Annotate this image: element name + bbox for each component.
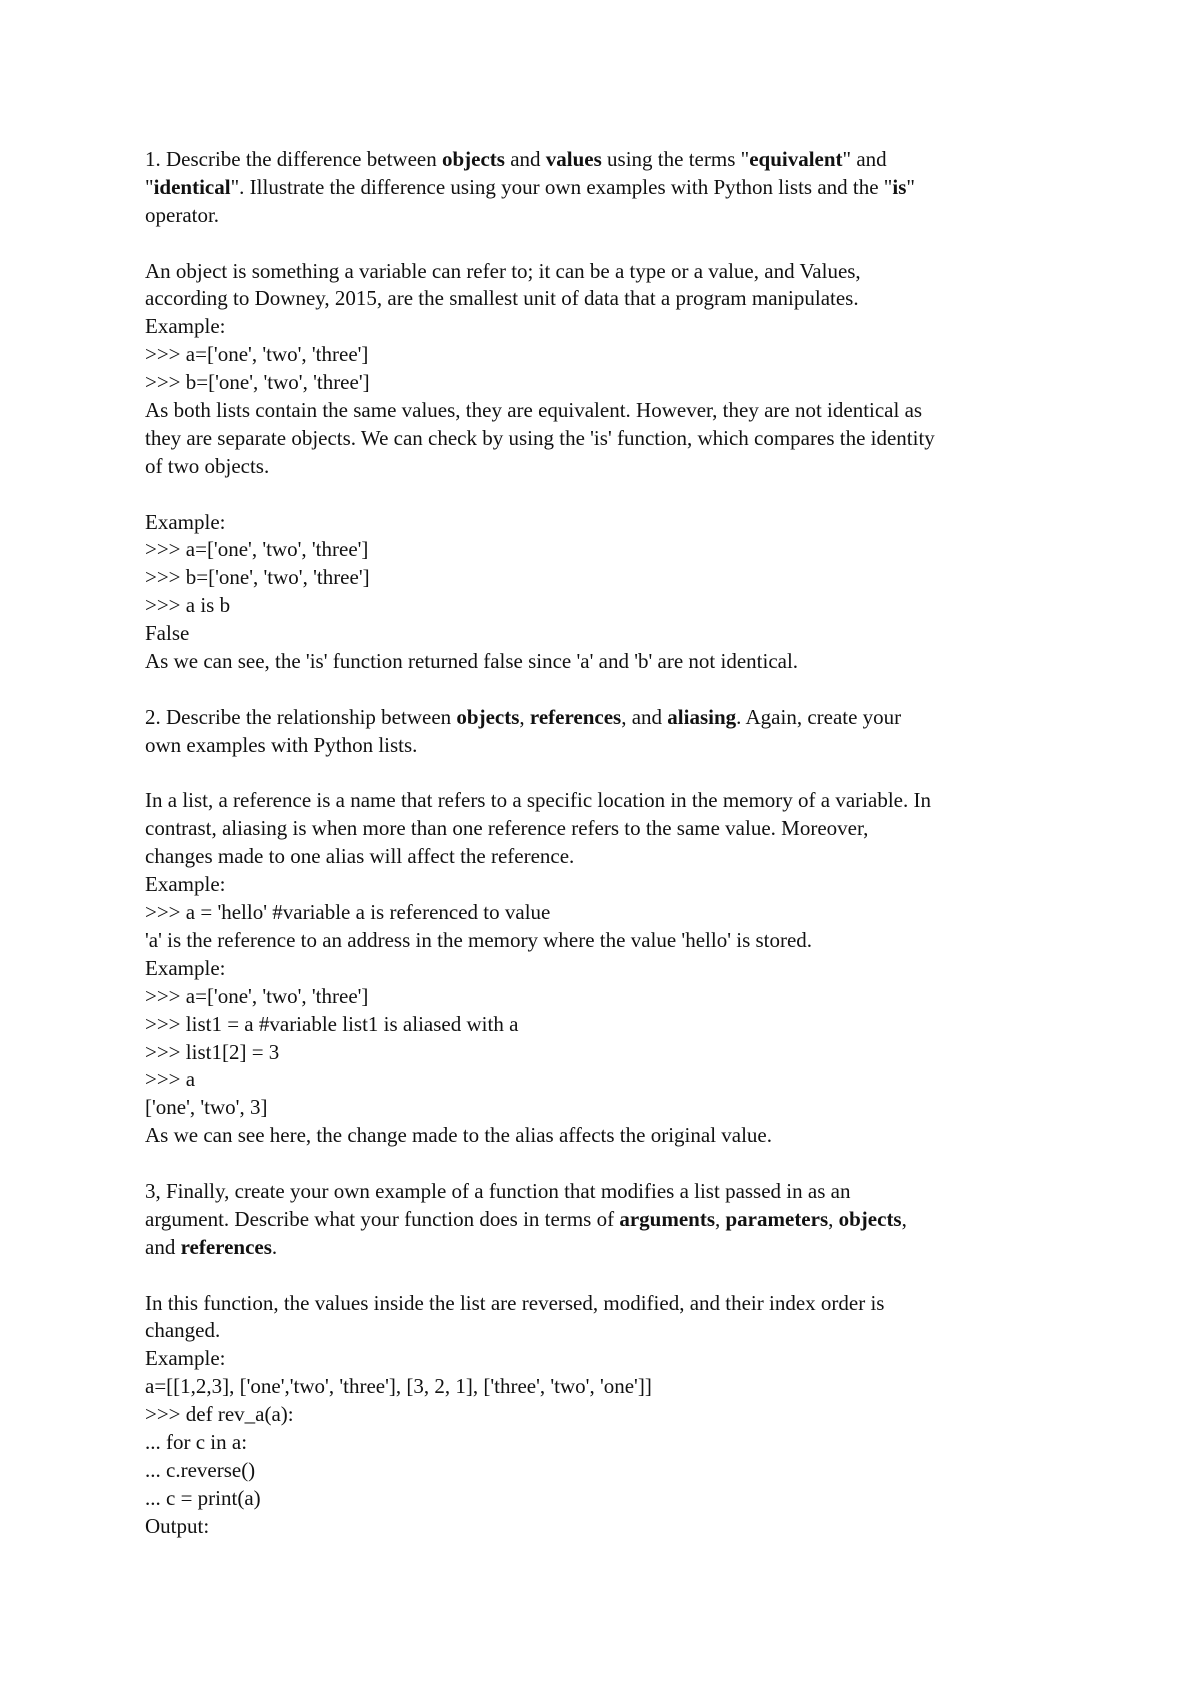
text-line: Example:	[145, 955, 226, 980]
bold-term: is	[892, 174, 907, 199]
bold-term: parameters	[725, 1206, 829, 1231]
text-line: An object is something a variable can refer to; it can be a type or a value, and Values,	[145, 258, 861, 283]
text-line: Example:	[145, 314, 226, 339]
text-run: argument. Describe what your function does in terms of	[145, 1206, 620, 1231]
text-run: operator.	[145, 202, 220, 227]
paragraph-gap	[145, 760, 1085, 788]
text-line: ['one', 'two', 3]	[145, 1095, 268, 1120]
text-line: ... c.reverse()	[145, 1457, 256, 1482]
answer-2	[145, 787, 1085, 1150]
text-line: changes made to one alias will affect the reference.	[145, 844, 575, 869]
text-line: Output:	[145, 1513, 210, 1538]
answer-1-example	[145, 509, 1085, 676]
text-run: ". Illustrate the difference using your own examples with Python lists and the "	[230, 174, 893, 199]
bold-term: objects	[838, 1206, 902, 1231]
question-1	[145, 146, 1085, 230]
text-run: . Again, create your	[736, 704, 902, 729]
text-run: and	[145, 1234, 181, 1259]
paragraph-gap	[145, 676, 1085, 704]
text-line: ... for c in a:	[145, 1429, 248, 1454]
text-run: ,	[715, 1206, 726, 1231]
bold-term: aliasing	[667, 704, 737, 729]
text-run: and	[504, 147, 546, 171]
bold-term: values	[545, 147, 602, 171]
text-run: .	[271, 1234, 278, 1259]
text-run: " and	[842, 147, 887, 171]
question-line	[145, 1234, 1085, 1262]
text-line: >>> list1 = a #variable list1 is aliased with a	[145, 1011, 519, 1036]
bold-term: references	[529, 704, 622, 729]
text-line: As we can see, the 'is' function returned false since 'a' and 'b' are not identical.	[145, 649, 799, 674]
text-line: of two objects.	[145, 453, 270, 478]
text-line: >>> b=['one', 'two', 'three']	[145, 565, 370, 590]
document-body	[145, 146, 1085, 1541]
text-line: >>> a=['one', 'two', 'three']	[145, 537, 369, 562]
text-line: Example:	[145, 1346, 226, 1371]
text-run: , and	[621, 704, 668, 729]
text-run: "	[145, 174, 154, 199]
paragraph-gap	[145, 481, 1085, 509]
text-line: As we can see here, the change made to the alias affects the original value.	[145, 1123, 773, 1148]
paragraph-gap	[145, 1262, 1085, 1290]
text-run: ,	[901, 1206, 907, 1231]
bold-term: arguments	[619, 1206, 715, 1231]
text-line: As both lists contain the same values, they are equivalent. However, they are not identical as	[145, 398, 923, 423]
paragraph-gap	[145, 1150, 1085, 1178]
text-line: >>> a	[145, 1067, 196, 1092]
question-2	[145, 704, 1085, 760]
text-line: contrast, aliasing is when more than one reference refers to the same value. Moreover,	[145, 816, 869, 841]
text-line: Example:	[145, 872, 226, 897]
text-line: 'a' is the reference to an address in the memory where the value 'hello' is stored.	[145, 927, 813, 952]
question-line	[145, 704, 1085, 732]
text-run: own examples with Python lists.	[145, 732, 418, 757]
text-run: ,	[828, 1206, 839, 1231]
bold-term: references	[180, 1234, 272, 1259]
text-line: >>> a is b	[145, 593, 231, 618]
bold-term: objects	[456, 704, 520, 729]
text-line: a=[[1,2,3], ['one','two', 'three'], [3, 2, 1], ['three', 'two', 'one']]	[145, 1374, 652, 1399]
text-line: Example:	[145, 509, 226, 534]
question-line	[145, 1206, 1085, 1234]
text-run: using the terms "	[601, 147, 750, 171]
text-line: >>> def rev_a(a):	[145, 1402, 294, 1427]
question-3	[145, 1178, 1085, 1262]
text-run: 2. Describe the relationship between	[145, 704, 457, 729]
answer-1	[145, 258, 1085, 481]
text-line: In this function, the values inside the list are reversed, modified, and their index order is	[145, 1290, 885, 1315]
text-run: 3, Finally, create your own example of a function that modifies a list passed in as an	[145, 1178, 851, 1203]
question-line	[145, 174, 1085, 202]
text-line: ... c = print(a)	[145, 1485, 261, 1510]
bold-term: identical	[153, 174, 231, 199]
text-line: >>> a=['one', 'two', 'three']	[145, 342, 369, 367]
question-line	[145, 146, 1085, 174]
text-run: 1. Describe the difference between	[145, 147, 442, 171]
question-line	[145, 732, 1085, 760]
question-line	[145, 1178, 1085, 1206]
text-line: they are separate objects. We can check by using the 'is' function, which compares the identity	[145, 425, 935, 450]
bold-term: equivalent	[749, 147, 843, 171]
text-line: >>> list1[2] = 3	[145, 1039, 280, 1064]
paragraph-gap	[145, 230, 1085, 258]
answer-3	[145, 1290, 1085, 1541]
bold-term: objects	[441, 147, 505, 171]
text-line: changed.	[145, 1318, 221, 1343]
text-line: according to Downey, 2015, are the smallest unit of data that a program manipulates.	[145, 286, 859, 311]
text-line: >>> b=['one', 'two', 'three']	[145, 370, 370, 395]
text-line: In a list, a reference is a name that refers to a specific location in the memory of a variable. In	[145, 788, 931, 813]
text-run: "	[906, 174, 915, 199]
text-line: >>> a=['one', 'two', 'three']	[145, 983, 369, 1008]
text-run: ,	[519, 704, 530, 729]
text-line: >>> a = 'hello' #variable a is referenced to value	[145, 900, 551, 925]
question-line	[145, 202, 1085, 230]
text-line: False	[145, 621, 190, 646]
